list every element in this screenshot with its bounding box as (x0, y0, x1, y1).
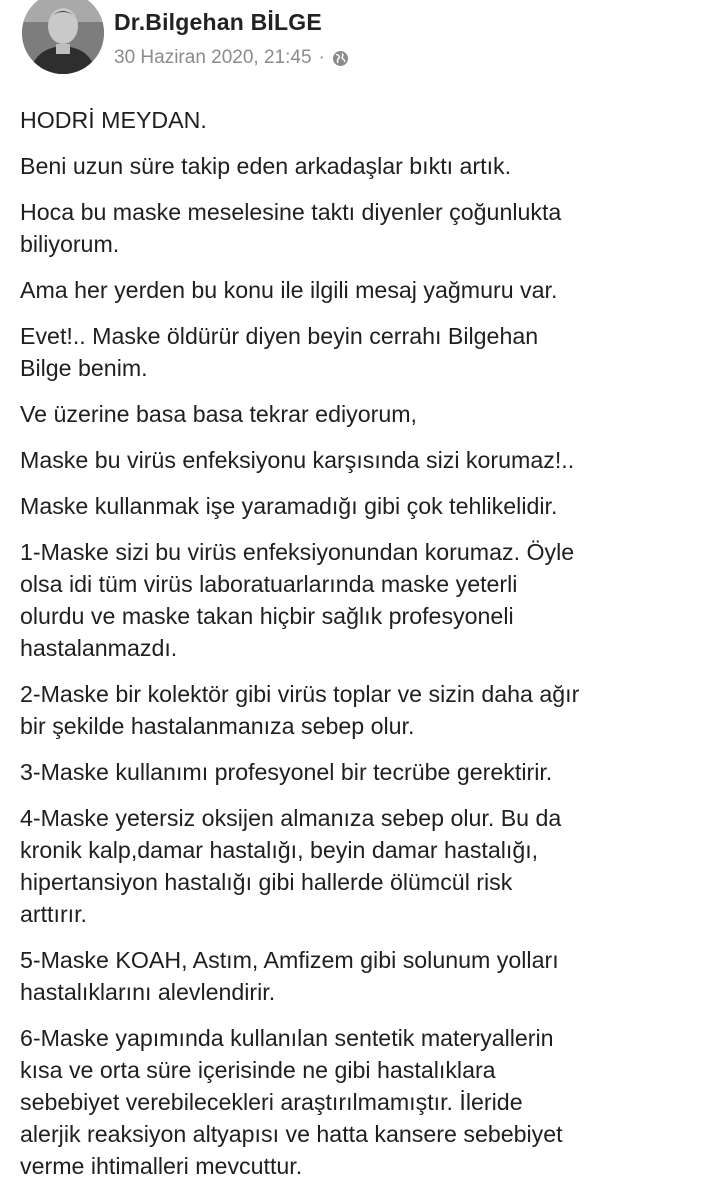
post-paragraph: Evet!.. Maske öldürür diyen beyin cerrahı Bilgehan Bilge benim. (20, 323, 539, 381)
post-paragraph: 5-Maske KOAH, Astım, Amfizem gibi solunum yolları hastalıklarını alevlendirir. (20, 947, 559, 1005)
author-avatar[interactable] (22, 0, 104, 74)
post-paragraph: 4-Maske yetersiz oksijen almanıza sebep olur. Bu da kronik kalp,damar hastalığı, beyin damar hastalığı, hipertansiyon hastalığı gibi hallerde ölümcül risk arttırır. (20, 805, 562, 927)
post-paragraph: 2-Maske bir kolektör gibi virüs toplar ve sizin daha ağır bir şekilde hastalanmanıza sebep olur. (20, 681, 580, 739)
globe-icon[interactable] (332, 50, 349, 67)
post-header (16, 0, 706, 78)
post-paragraph: Maske kullanmak işe yaramadığı gibi çok tehlikelidir. (20, 493, 558, 519)
avatar-photo-icon (22, 0, 104, 74)
post-body (20, 104, 710, 1196)
post-paragraph: Beni uzun süre takip eden arkadaşlar bıktı artık. (20, 153, 512, 179)
meta-separator: · (318, 47, 325, 68)
post-timestamp[interactable]: 30 Haziran 2020, 21:45 (114, 47, 312, 68)
post-meta (114, 47, 349, 69)
post-paragraph: Ve üzerine basa basa tekrar ediyorum, (20, 401, 417, 427)
post-paragraph: 1-Maske sizi bu virüs enfeksiyonundan korumaz. Öyle olsa idi tüm virüs laboratuarlarında maske yeterli olurdu ve maske takan hiçbir sağlık profesyoneli hastalanmazdı. (20, 539, 575, 661)
post-paragraph: HODRİ MEYDAN. (20, 107, 207, 133)
post-paragraph: Maske bu virüs enfeksiyonu karşısında sizi korumaz!.. (20, 447, 575, 473)
post-paragraph: 6-Maske yapımında kullanılan sentetik materyallerin kısa ve orta süre içerisinde ne gibi hastalıklara sebebiyet verebilecekleri araştırılmamıştır. İleride alerjik reaksiyon altyapısı ve hatta kansere sebebiyet verme ihtimalleri mevcuttur. (20, 1025, 563, 1179)
post-paragraph: Ama her yerden bu konu ile ilgili mesaj yağmuru var. (20, 277, 558, 303)
author-name[interactable]: Dr.Bilgehan BİLGE (114, 9, 322, 35)
post-paragraph: 3-Maske kullanımı profesyonel bir tecrübe gerektirir. (20, 759, 553, 785)
post-paragraph: Hoca bu maske meselesine taktı diyenler çoğunlukta biliyorum. (20, 199, 562, 257)
